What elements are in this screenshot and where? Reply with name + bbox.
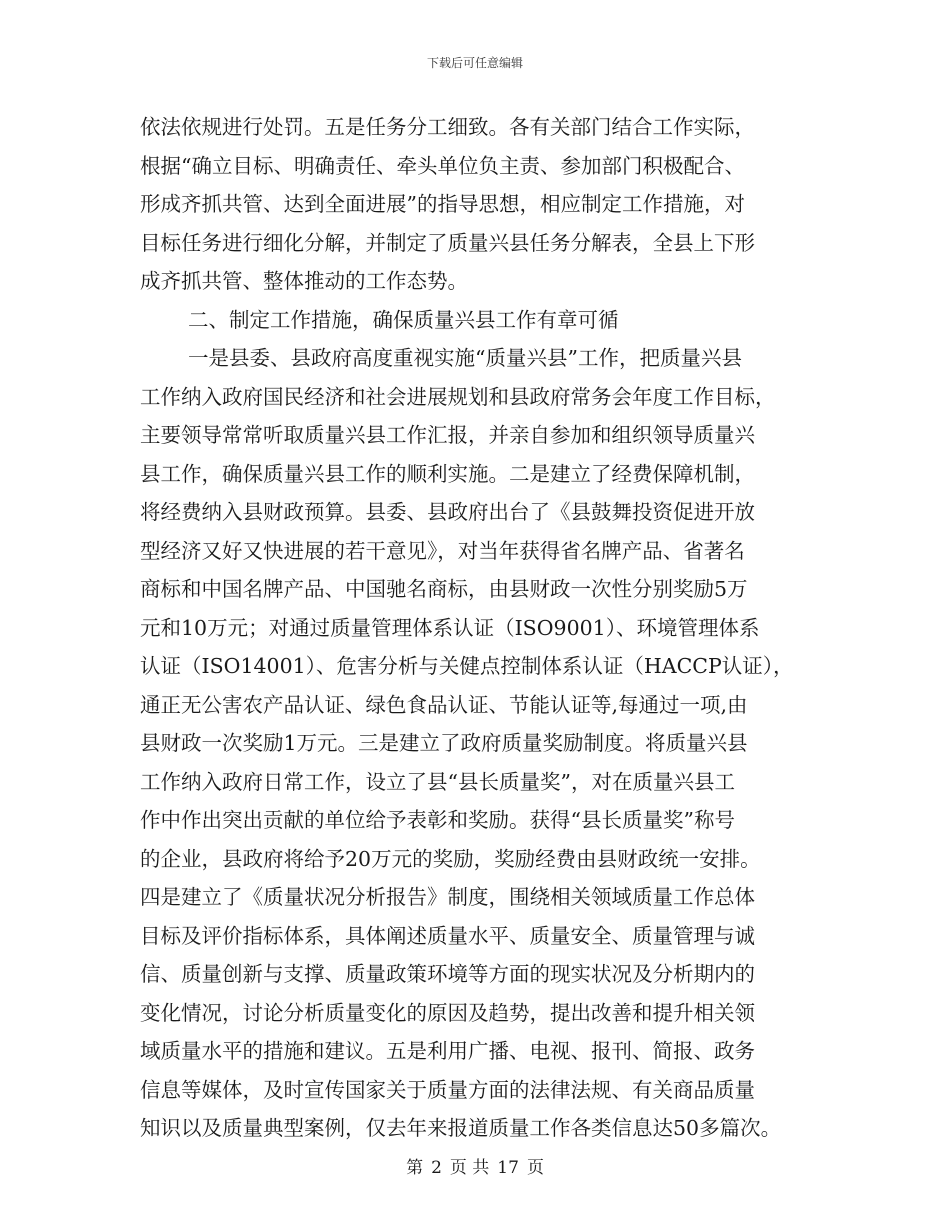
text-line: 的企业，县政府将给予20万元的奖励，奖励经费由县财政统一安排。 [140, 846, 761, 871]
text-line: 一是县委、县政府高度重视实施“质量兴县”工作，把质量兴县 [188, 346, 742, 370]
text-line: 域质量水平的措施和建议。五是利用广播、电视、报刊、简报、政务 [140, 1039, 755, 1063]
text-line: 型经济又好又快进展的若干意见》，对当年获得省名牌产品、省著名 [140, 538, 745, 563]
text-line: 工作纳入政府日常工作，设立了县“县长质量奖”，对在质量兴县工 [140, 769, 735, 794]
text-line: 二、制定工作措施，确保质量兴县工作有章可循 [188, 307, 619, 332]
text-line: 依法依规进行处罚。五是任务分工细致。各有关部门结合工作实际， [140, 115, 755, 139]
text-line: 作中作出突出贡献的单位给予表彰和奖励。获得“县长质量奖”称号 [140, 808, 735, 832]
page-footer [0, 1153, 950, 1178]
text-line: 成齐抓共管、整体推动的工作态势。 [140, 269, 468, 293]
text-line: 目标任务进行细化分解，并制定了质量兴县任务分解表，全县上下形 [140, 230, 755, 255]
text-line: 信、质量创新与支撑、质量政策环境等方面的现实状况及分析期内的 [140, 962, 755, 986]
footer-total-pages: 17 [497, 1158, 519, 1178]
text-line: 商标和中国名牌产品、中国驰名商标，由县财政一次性分别奖励5万 [140, 577, 748, 601]
text-line: 将经费纳入县财政预算。县委、县政府出台了《县鼓舞投资促进开放 [140, 500, 755, 524]
footer-prefix: 第 [406, 1158, 424, 1178]
text-line: 四是建立了《质量状况分析报告》制度，围绕相关领域质量工作总体 [140, 885, 755, 909]
text-line: 信息等媒体，及时宣传国家关于质量方面的法律法规、有关商品质量 [140, 1077, 755, 1102]
text-line: 县工作，确保质量兴县工作的顺利实施。二是建立了经费保障机制， [140, 461, 755, 486]
text-line: 县财政一次奖励1万元。三是建立了政府质量奖励制度。将质量兴县 [140, 731, 748, 755]
text-line: 根据“确立目标、明确责任、牵头单位负主责、参加部门积极配合、 [140, 153, 745, 178]
text-line: 知识以及质量典型案例，仅去年来报道质量工作各类信息达50多篇次。 [140, 1116, 782, 1140]
body-text [140, 108, 830, 1148]
header-note: 下载后可任意编辑 [426, 56, 523, 70]
footer-suffix: 页 [526, 1158, 544, 1178]
text-line: 认证（ISO14001）、危害分析与关健点控制体系认证（HACCP认证）， [140, 654, 794, 678]
text-line: 元和10万元；对通过质量管理体系认证（ISO9001）、环境管理体系 [140, 615, 760, 640]
footer-page-number: 2 [431, 1158, 442, 1178]
text-line: 变化情况，讨论分析质量变化的原因及趋势，提出改善和提升相关领 [140, 1000, 755, 1025]
text-line: 目标及评价指标体系，具体阐述质量水平、质量安全、质量管理与诚 [140, 923, 755, 948]
text-line: 主要领导常常听取质量兴县工作汇报，并亲自参加和组织领导质量兴 [140, 423, 755, 447]
text-line: 通正无公害农产品认证、绿色食品认证、节能认证等,每通过一项,由 [140, 692, 748, 717]
text-line: 形成齐抓共管、达到全面进展”的指导思想，相应制定工作措施，对 [140, 192, 745, 216]
text-line: 工作纳入政府国民经济和社会进展规划和县政府常务会年度工作目标， [140, 384, 776, 409]
footer-middle: 页 共 [449, 1158, 490, 1178]
